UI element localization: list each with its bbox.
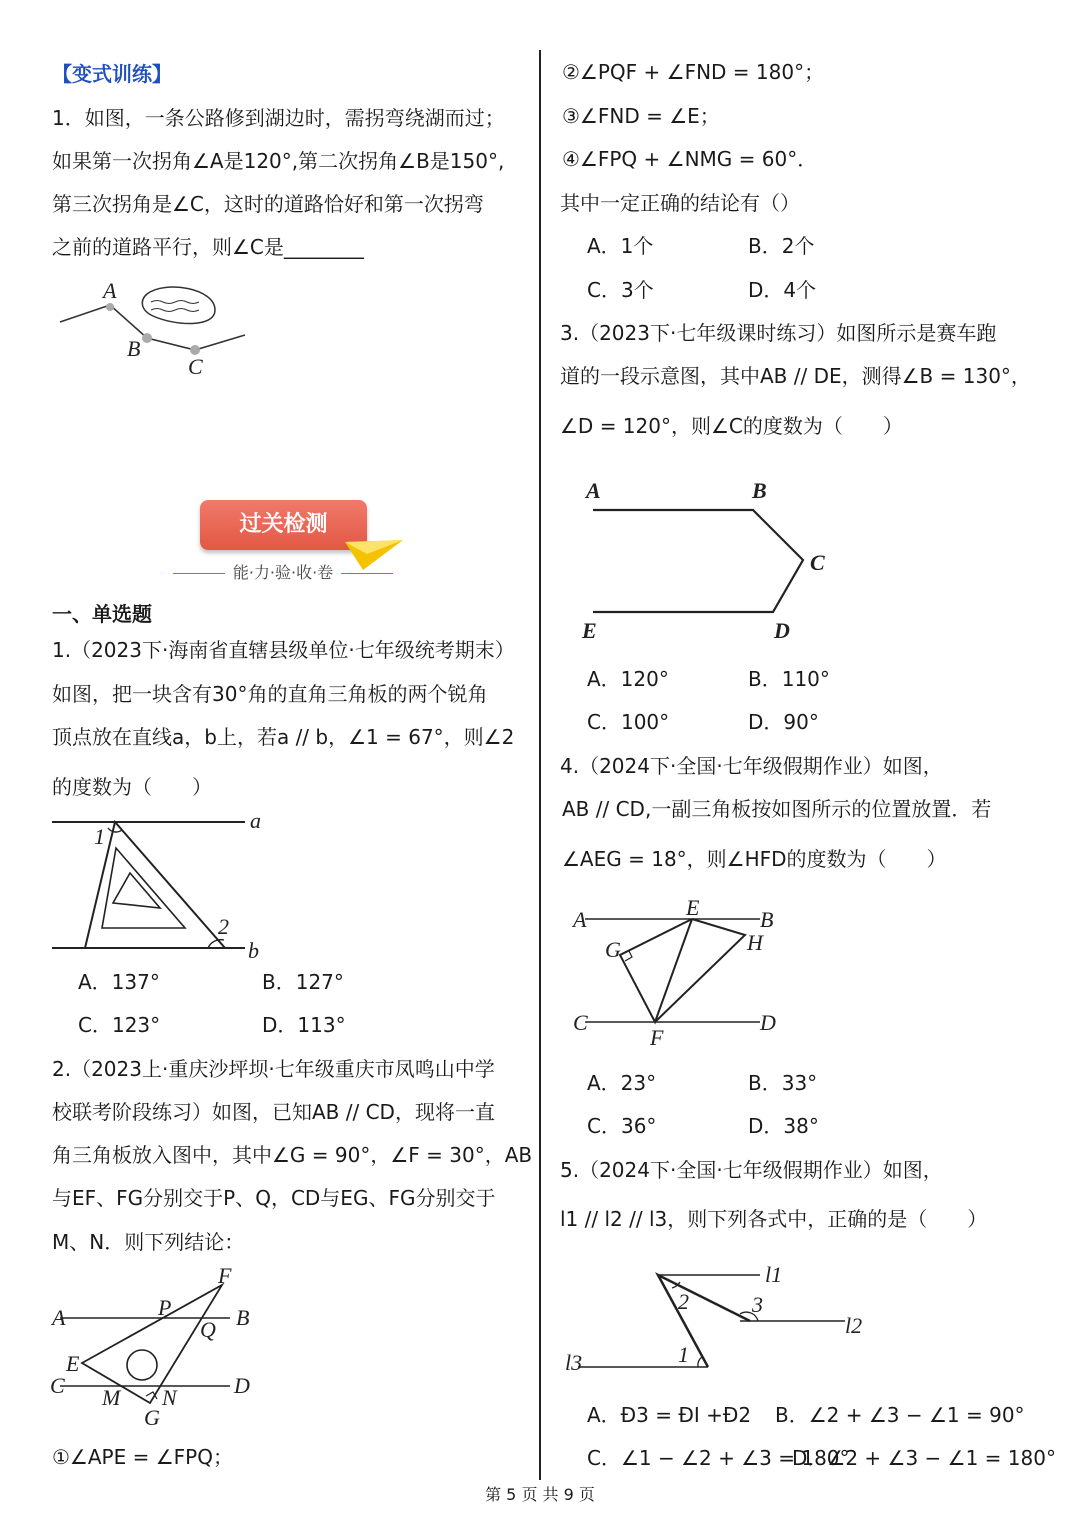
q2-label-q: Q [200,1317,216,1342]
q2-option-d: D．4个 [748,278,817,302]
q1-label-b: b [248,938,259,963]
q3-label-d: D [774,618,790,643]
q2-label-m: M [102,1385,121,1410]
q3-line-2: 道的一段示意图，其中AB // DE，测得∠B = 130°， [560,364,1031,388]
q4-option-d: D．38° [748,1114,819,1138]
q1-option-d: D．113° [262,1013,346,1037]
q2-line-5: M、N．则下列结论： [52,1230,245,1254]
q5-line-2: l1 // l2 // l3，则下列各式中，正确的是（ ） [560,1207,988,1231]
q4-line-2: AB // CD,一副三角板按如图所示的位置放置．若 [562,797,992,821]
q3-option-b: B．110° [748,667,830,691]
q3-option-c: C．100° [587,710,670,734]
q4-label-b: B [760,907,774,932]
q2-label-e: E [66,1351,80,1376]
q2-item-1: ①∠APE = ∠FPQ； [52,1445,233,1469]
q3-label-b: B [752,478,767,503]
q2-label-a: A [52,1305,66,1330]
section-title: 一、单选题 [52,602,152,626]
q2-line-1: 2.（2023上·重庆沙坪坝·七年级重庆市凤鸣山中学 [52,1057,495,1081]
q2-question: 其中一定正确的结论有（） [560,191,800,215]
banner-subtitle: 能·力·验·收·卷 [158,560,408,583]
q5-option-d: D．∠2 + ∠3 − ∠1 = 180° [792,1446,1056,1470]
q4-label-e: E [686,895,700,920]
q1-label-1: 1 [94,824,105,849]
q5-label-1: 1 [678,1342,689,1367]
q4-label-c: C [573,1010,588,1035]
q1-line-2: 如图，把一块含有30°角的直角三角板的两个锐角 [52,682,488,706]
q2-label-b: B [236,1305,250,1330]
q1-label-a: a [250,808,261,833]
q4-option-b: B．33° [748,1071,818,1095]
q2-option-c: C．3个 [587,278,654,302]
q2-item-2: ②∠PQF + ∠FND = 180°； [562,60,825,84]
q5-option-a: A．Ð3 = ÐI +Ð2 [587,1403,752,1427]
q2-label-g: G [144,1405,160,1430]
q2-option-b: B．2个 [748,234,815,258]
p1-line-1: 1．如图，一条公路修到湖边时，需拐弯绕湖而过； [52,106,505,130]
q2-label-c: C [50,1373,65,1398]
lake-road-figure [55,280,255,380]
q2-label-f: F [218,1263,232,1288]
q4-option-a: A．23° [587,1071,657,1095]
fig1-label-c: C [188,354,203,379]
q1-triangle-figure [50,808,275,968]
q5-label-l2: l2 [845,1313,863,1338]
q2-item-4: ④∠FPQ + ∠NMG = 60°． [562,147,818,171]
q3-line-3: ∠D = 120°，则∠C的度数为（ ） [560,414,903,438]
q4-label-h: H [747,930,763,955]
fig1-label-b: B [127,336,141,361]
q3-label-a: A [586,478,601,503]
q1-option-b: B．127° [262,970,344,994]
q4-label-g: G [605,937,621,962]
q3-line-1: 3.（2023下·七年级课时练习）如图所示是赛车跑 [560,321,997,345]
q5-label-3: 3 [752,1292,763,1317]
q2-figure [50,1265,265,1435]
q5-label-l3: l3 [565,1350,583,1375]
q4-label-d: D [760,1010,776,1035]
q2-label-d: D [234,1373,250,1398]
q3-track-figure [578,472,843,642]
q3-label-e: E [582,618,597,643]
q5-label-2: 2 [678,1289,689,1314]
p1-line-3: 第三次拐角是∠C，这时的道路恰好和第一次拐弯 [52,192,484,216]
q2-line-3: 角三角板放入图中，其中∠G = 90°，∠F = 30°，AB [52,1143,533,1167]
q1-option-c: C．123° [78,1013,161,1037]
page-footer: 第 5 页 共 9 页 [485,1485,595,1504]
q4-line-1: 4.（2024下·全国·七年级假期作业）如图， [560,754,943,778]
q4-label-a: A [573,907,587,932]
q4-label-f: F [650,1025,664,1050]
q2-option-a: A．1个 [587,234,654,258]
q5-figure [560,1258,870,1383]
q5-option-b: B．∠2 + ∠3 − ∠1 = 90° [775,1403,1025,1427]
q1-label-2: 2 [218,914,229,939]
p1-line-4: 之前的道路平行，则∠C是________ [52,235,364,259]
variant-training-header: 【变式训练】 [52,62,172,86]
q1-line-4: 的度数为（ ） [52,775,212,799]
q1-option-a: A．137° [78,970,160,994]
q1-line-1: 1.（2023下·海南省直辖县级单位·七年级统考期末） [52,638,515,662]
q2-item-3: ③∠FND = ∠E； [562,104,720,128]
q4-option-c: C．36° [587,1114,657,1138]
fig1-label-a: A [103,278,117,303]
q4-line-3: ∠AEG = 18°，则∠HFD的度数为（ ） [562,847,947,871]
q5-label-l1: l1 [765,1262,783,1287]
q4-figure [570,895,790,1050]
q2-label-p: P [158,1295,172,1320]
q5-line-1: 5.（2024下·全国·七年级假期作业）如图， [560,1158,943,1182]
column-divider [539,50,541,1480]
p1-line-2: 如果第一次拐角∠A是120°,第二次拐角∠B是150°, [52,149,505,173]
q1-line-3: 顶点放在直线a，b上，若a // b，∠1 = 67°，则∠2 [52,725,515,749]
q3-option-a: A．120° [587,667,669,691]
q5-option-c: C．∠1 − ∠2 + ∠3 = 180° [587,1446,850,1470]
q2-label-n: N [162,1385,177,1410]
q3-label-c: C [810,550,825,575]
q2-line-4: 与EF、FG分别交于P、Q，CD与EG、FG分别交于 [52,1186,496,1210]
q3-option-d: D．90° [748,710,819,734]
q2-line-2: 校联考阶段练习）如图，已知AB // CD，现将一直 [52,1100,495,1124]
banner-title: 过关检测 [200,500,367,550]
